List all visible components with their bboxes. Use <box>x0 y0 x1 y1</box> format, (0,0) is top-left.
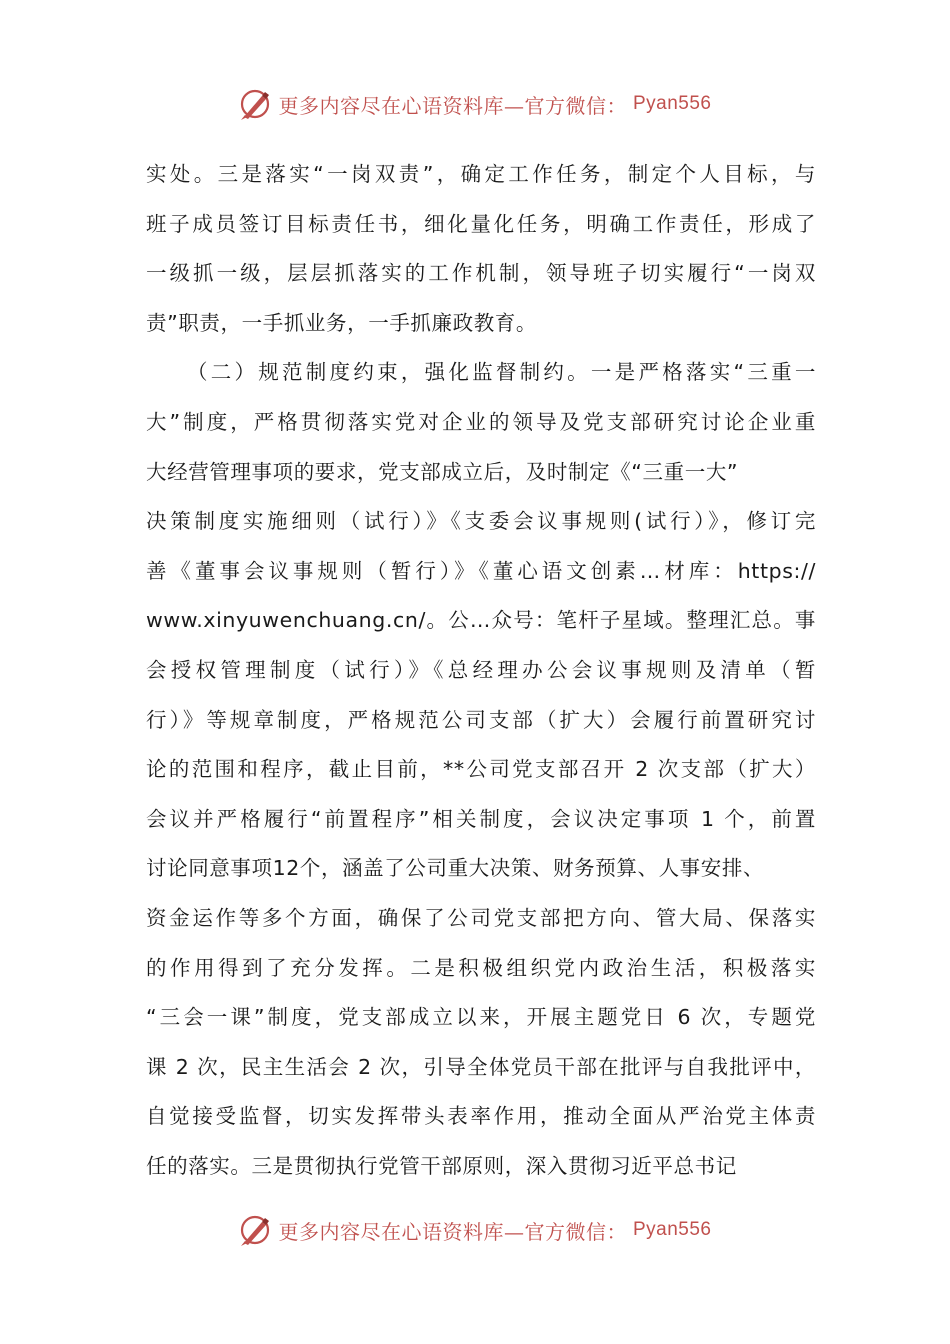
text-line-21: 任的落实。三是贯彻执行党管干部原则，深入贯彻习近平总书记 <box>146 1153 737 1178</box>
text-line-10: www.xinyuwenchuang.cn/。公…众号：笔杆子星域。整理汇总。事 <box>146 608 816 633</box>
text-line-18: “三会一课”制度，党支部成立以来，开展主题党日 6 次，专题党 <box>146 1005 816 1030</box>
text-line-16: 资金运作等多个方面，确保了公司党支部把方向、管大局、保落实 <box>146 905 816 930</box>
text-line-20: 自觉接受监督，切实发挥带头表率作用，推动全面从严治党主体责 <box>146 1104 816 1129</box>
footer-banner-content <box>238 1213 711 1247</box>
text-line-15: 讨论同意事项12个，涵盖了公司重大决策、财务预算、人事安排、 <box>146 856 765 881</box>
text-line-8: 决策制度实施细则（试行）》《支委会议事规则(试行）》，修订完 <box>146 509 816 534</box>
footer-banner-handle: Pyan556 <box>632 1219 712 1240</box>
text-line-19: 课 2 次，民主生活会 2 次，引导全体党员干部在批评与自我批评中， <box>146 1054 816 1079</box>
text-line-6: 大”制度，严格贯彻落实党对企业的领导及党支部研究讨论企业重 <box>146 409 816 434</box>
text-line-13: 论的范围和程序，截止目前，**公司党支部召开 2 次支部（扩大） <box>146 757 816 782</box>
pen-circle-logo-icon <box>238 87 272 121</box>
text-line-7: 大经营管理事项的要求，党支部成立后，及时制定《“三重一大” <box>146 459 739 484</box>
text-line-12: 行）》等规章制度，严格规范公司支部（扩大）会履行前置研究讨 <box>146 707 816 732</box>
header-banner <box>0 84 950 124</box>
header-banner-content <box>238 87 711 121</box>
text-line-14: 会议并严格履行“前置程序”相关制度，会议决定事项 1 个，前置 <box>146 806 816 831</box>
document-body <box>146 150 816 1191</box>
text-line-2: 班子成员签订目标责任书，细化量化任务，明确工作责任，形成了 <box>146 211 816 236</box>
text-line-4: 责”职责，一手抓业务，一手抓廉政教育。 <box>146 310 538 335</box>
text-line-9: 善《董事会议事规则（暂行）》《董心语文创素…材库：https:// <box>146 558 816 583</box>
footer-banner <box>0 1210 950 1250</box>
text-line-5: （二）规范制度约束，强化监督制约。一是严格落实“三重一 <box>187 360 816 385</box>
header-banner-handle: Pyan556 <box>632 93 712 114</box>
text-line-3: 一级抓一级，层层抓落实的工作机制，领导班子切实履行“一岗双 <box>146 261 816 286</box>
header-banner-text: 更多内容尽在心语资料库—官方微信： <box>278 93 627 118</box>
text-line-11: 会授权管理制度（试行）》《总经理办公会议事规则及清单（暂 <box>146 657 816 682</box>
pen-circle-logo-icon <box>238 1213 272 1247</box>
text-line-17: 的作用得到了充分发挥。二是积极组织党内政治生活，积极落实 <box>146 955 816 980</box>
text-line-1: 实处。三是落实“一岗双责”，确定工作任务，制定个人目标，与 <box>146 162 816 186</box>
footer-banner-text: 更多内容尽在心语资料库—官方微信： <box>278 1219 627 1244</box>
